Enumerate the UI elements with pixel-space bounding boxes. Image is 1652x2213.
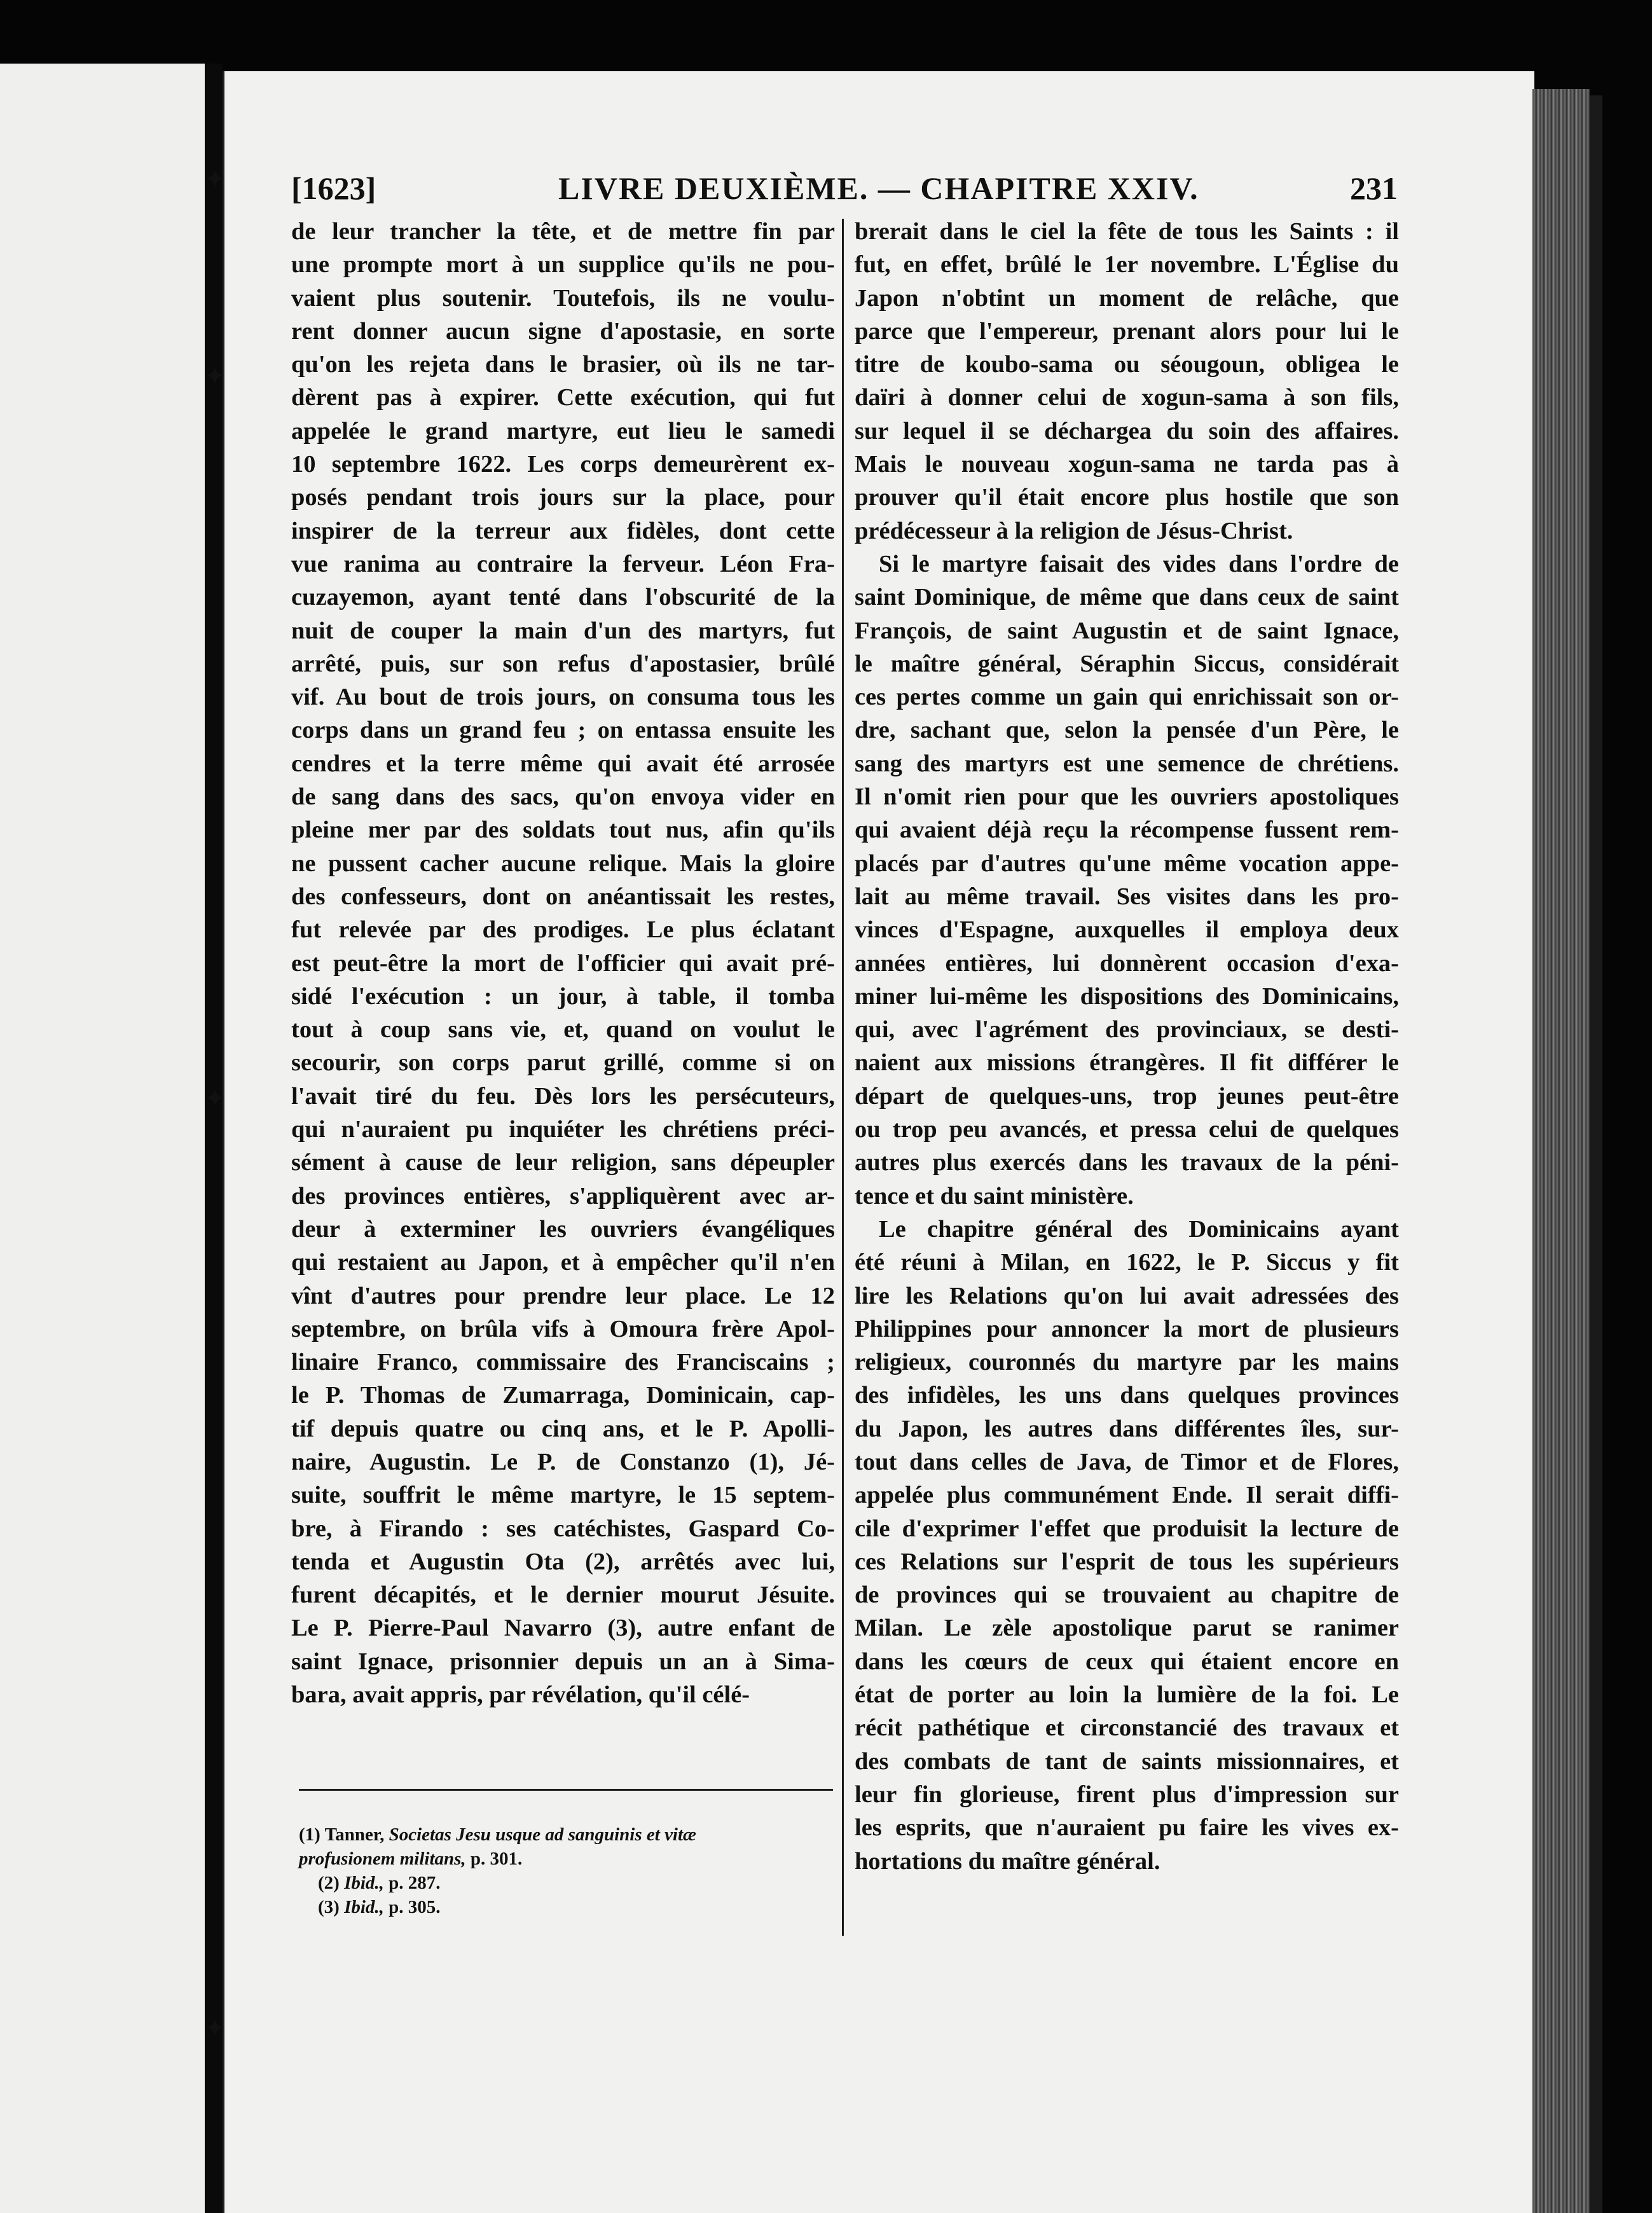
text-line: Milan. Le zèle apostolique parut se ranimer [855,1615,1399,1642]
text-line: ne pussent cacher aucune relique. Mais la gloire [291,850,835,877]
text-line: tout à coup sans vie, et, quand on voulut le [291,1016,835,1044]
text-line: François, de saint Augustin et de saint Ignace, [855,617,1399,644]
text-line: l'avait tiré du feu. Dès lors les persécuteurs, [291,1082,835,1110]
header-chapter-title: LIVRE DEUXIÈME. — CHAPITRE XXIV. [558,170,1199,206]
page-number: 231 [1350,170,1398,206]
text-line: linaire Franco, commissaire des Franciscains ; [291,1349,835,1376]
text-line: prouver qu'il était encore plus hostile que son [855,484,1399,511]
text-line: tif depuis quatre ou cinq ans, et le P. Apolli- [291,1415,835,1442]
text-line: des provinces entières, s'appliquèrent avec ar- [291,1182,835,1210]
text-line: de sang dans des sacs, qu'on envoya vider en [291,783,835,811]
text-line: vaient plus soutenir. Toutefois, ils ne voulu- [291,284,835,312]
left-text-column [291,215,835,1711]
footnote-3: (3) Ibid., p. 305. [318,1897,441,1917]
text-line: vînt d'autres pour prendre leur place. Le 12 [291,1282,835,1309]
text-line: hortations du maître général. [855,1847,1160,1875]
running-header [291,169,1398,207]
text-line: naire, Augustin. Le P. de Constanzo (1), Jé- [291,1448,835,1475]
text-line: vif. Au bout de trois jours, on consuma tous les [291,684,835,711]
text-line: autres plus exercés dans les travaux de la péni- [855,1149,1399,1176]
text-line: Le P. Pierre-Paul Navarro (3), autre enfant de [291,1615,835,1642]
text-line: été réuni à Milan, en 1622, le P. Siccus y fit [855,1249,1399,1276]
text-line: fut, en effet, brûlé le 1er novembre. L'Église du [855,251,1399,279]
footnote-1-continued: profusionem militans, p. 301. [299,1849,523,1869]
text-line: deur à exterminer les ouvriers évangéliques [291,1215,835,1243]
text-line: Japon n'obtint un moment de relâche, que [855,284,1399,312]
text-line: rent donner aucun signe d'apostasie, en sorte [291,317,835,345]
text-line: des infidèles, les uns dans quelques provinces [855,1382,1399,1409]
text-line: naient aux missions étrangères. Il fit différer le [855,1049,1399,1077]
text-line: les esprits, que n'auraient pu faire les vives ex- [855,1814,1399,1842]
page-edges-shadow [1590,95,1602,2213]
text-line: corps dans un grand feu ; on entassa ensuite les [291,717,835,744]
text-line: années entières, lui donnèrent occasion d'exa- [855,949,1399,977]
text-line: brerait dans le ciel la fête de tous les Saints : il [855,218,1399,245]
footnote-rule [299,1789,833,1791]
text-line: saint Dominique, de même que dans ceux de saint [855,584,1399,611]
text-line: qui restaient au Japon, et à empêcher qu'il n'en [291,1249,835,1276]
text-line: ces Relations sur l'esprit de tous les supérieurs [855,1548,1399,1575]
text-line: du Japon, les autres dans différentes îles, sur- [855,1415,1399,1442]
text-line: religieux, couronnés du martyre par les mains [855,1349,1399,1376]
text-line: titre de koubo-sama ou séougoun, obligea le [855,351,1399,378]
binding-thread-mark: ✦ [204,2014,226,2043]
text-line: pleine mer par des soldats tout nus, afin qu'ils [291,817,835,844]
text-line: furent décapités, et le dernier mourut Jésuite. [291,1582,835,1609]
right-text-column [855,215,1399,1878]
page-edges [1532,89,1590,2213]
text-line: nuit de couper la main d'un des martyrs, fut [291,617,835,644]
text-line: cile d'exprimer l'effet que produisit la lecture de [855,1515,1399,1542]
text-line: dèrent pas à expirer. Cette exécution, qui fut [291,384,835,411]
text-line: septembre, on brûla vifs à Omoura frère Apol- [291,1315,835,1342]
text-line: arrêté, puis, sur son refus d'apostasier, brûlé [291,650,835,677]
facing-page [0,64,205,2213]
footnote-1: (1) Tanner, Societas Jesu usque ad sanguinis et vitæ [299,1824,696,1845]
text-line: est peut-être la mort de l'officier qui avait pré- [291,949,835,977]
text-line: le maître général, Séraphin Siccus, considérait [855,650,1399,677]
footnote-2: (2) Ibid., p. 287. [318,1873,441,1893]
text-line: sément à cause de leur religion, sans dépeupler [291,1149,835,1176]
text-line: dans les cœurs de ceux qui étaient encore en [855,1648,1399,1675]
column-divider [842,219,844,1936]
text-line: sang des martyrs est une semence de chrétiens. [855,750,1399,777]
text-line: appelée plus communément Ende. Il serait diffi- [855,1482,1399,1509]
text-line: récit pathétique et circonstancié des travaux et [855,1714,1399,1742]
text-line: cuzayemon, ayant tenté dans l'obscurité de la [291,584,835,611]
binding-thread-mark: ✦ [204,1084,226,1113]
text-line: saint Ignace, prisonnier depuis un an à Sima- [291,1648,835,1675]
text-line: vue ranima au contraire la ferveur. Léon Fra- [291,550,835,577]
text-line: qui, avec l'agrément des provinciaux, se desti- [855,1016,1399,1044]
text-line: tenda et Augustin Ota (2), arrêtés avec lui, [291,1548,835,1575]
text-line: de provinces qui se trouvaient au chapitre de [855,1582,1399,1609]
text-line: 10 septembre 1622. Les corps demeurèrent ex- [291,451,835,478]
text-line: placés par d'autres qu'une même vocation appe- [855,850,1399,877]
text-line: des combats de tant de saints missionnaires, et [855,1748,1399,1775]
text-line: Le chapitre général des Dominicains ayant [879,1215,1399,1243]
text-line: sur lequel il se déchargea du soin des affaires. [855,417,1399,445]
text-line: qui n'auraient pu inquiéter les chrétiens préci- [291,1116,835,1143]
text-line: tence et du saint ministère. [855,1182,1134,1210]
text-line: bara, avait appris, par révélation, qu'il célé- [291,1681,750,1709]
text-line: Si le martyre faisait des vides dans l'ordre de [879,550,1399,577]
text-line: qu'on les rejeta dans le brasier, où ils ne tar- [291,351,835,378]
text-line: le P. Thomas de Zumarraga, Dominicain, cap- [291,1382,835,1409]
text-line: vinces d'Espagne, auxquelles il employa deux [855,916,1399,944]
text-line: prédécesseur à la religion de Jésus-Christ. [855,517,1293,544]
text-line: Il n'omit rien pour que les ouvriers apostoliques [855,783,1399,811]
text-line: lire les Relations qu'on lui avait adressées des [855,1282,1399,1309]
text-line: Philippines pour annoncer la mort de plusieurs [855,1315,1399,1342]
text-line: état de porter au loin la lumière de la foi. Le [855,1681,1399,1709]
text-line: tout dans celles de Java, de Timor et de Flores, [855,1448,1399,1475]
text-line: leur fin glorieuse, firent plus d'impression sur [855,1781,1399,1808]
text-line: secourir, son corps parut grillé, comme si on [291,1049,835,1077]
text-line: sidé l'exécution : un jour, à table, il tomba [291,982,835,1010]
text-line: qui avaient déjà reçu la récompense fussent rem- [855,817,1399,844]
header-year: [1623] [291,170,376,206]
text-line: lait au même travail. Ses visites dans les pro- [855,883,1399,910]
text-line: posés pendant trois jours sur la place, pour [291,484,835,511]
text-line: appelée le grand martyre, eut lieu le samedi [291,417,835,445]
text-line: suite, souffrit le même martyre, le 15 septem- [291,1482,835,1509]
text-line: inspirer de la terreur aux fidèles, dont cette [291,517,835,544]
text-line: parce que l'empereur, prenant alors pour lui le [855,317,1399,345]
text-line: bre, à Firando : ses catéchistes, Gaspard Co- [291,1515,835,1542]
text-line: de leur trancher la tête, et de mettre fin par [291,218,835,245]
text-line: une prompte mort à un supplice qu'ils ne pou- [291,251,835,279]
text-line: ces pertes comme un gain qui enrichissait son or- [855,684,1399,711]
footnotes [299,1823,833,1919]
text-line: Mais le nouveau xogun-sama ne tarda pas à [855,451,1399,478]
text-line: cendres et la terre même qui avait été arrosée [291,750,835,777]
text-line: daïri à donner celui de xogun-sama à son fils, [855,384,1399,411]
text-line: des confesseurs, dont on anéantissait les restes, [291,883,835,910]
text-line: départ de quelques-uns, trop jeunes peut-être [855,1082,1399,1110]
text-line: miner lui-même les dispositions des Dominicains, [855,982,1399,1010]
text-line: fut relevée par des prodiges. Le plus éclatant [291,916,835,944]
text-line: dre, sachant que, selon la pensée d'un Père, le [855,717,1399,744]
binding-thread-mark: ✦ [204,165,226,194]
text-line: ou trop peu avancés, et pressa celui de quelques [855,1116,1399,1143]
binding-thread-mark: ✦ [204,362,226,391]
